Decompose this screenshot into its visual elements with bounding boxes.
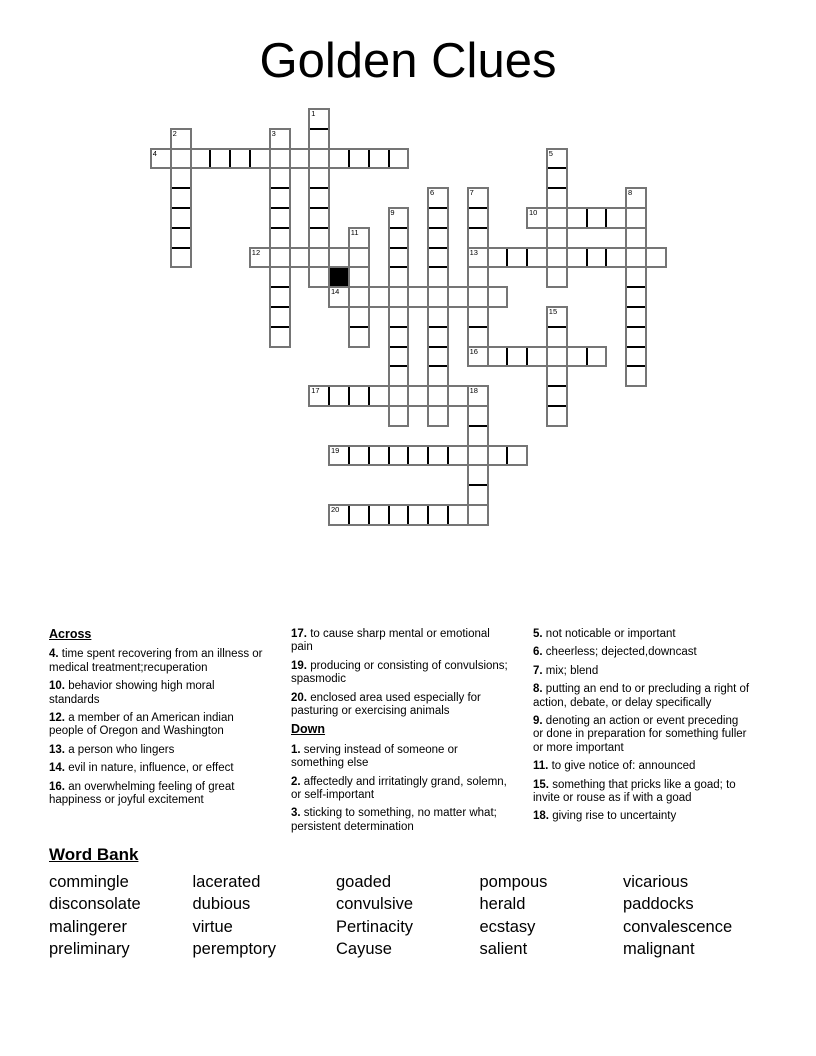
grid-cell	[408, 287, 428, 307]
grid-cell	[468, 327, 488, 347]
grid-cell	[428, 248, 448, 268]
grid-cell	[349, 248, 369, 268]
grid-cell	[567, 248, 587, 268]
clue-number: 15.	[533, 778, 549, 791]
clue-text: not noticable or important	[545, 628, 676, 640]
grid-cell	[389, 149, 409, 169]
clue-number: 1.	[291, 743, 301, 756]
grid-cell	[171, 208, 191, 228]
word-bank-item: peremptory	[192, 940, 276, 959]
grid-cell	[389, 248, 409, 268]
grid-cell	[270, 248, 290, 268]
cell-number: 18	[469, 386, 478, 396]
grid-cell	[270, 208, 290, 228]
grid-cell	[171, 248, 191, 268]
grid-cell	[448, 386, 468, 406]
clue-number: 8.	[533, 683, 543, 696]
grid-cell	[587, 248, 607, 268]
clues-section	[49, 628, 751, 839]
clue-number: 14.	[49, 762, 65, 775]
word-bank-item: preliminary	[49, 940, 130, 959]
grid-cell	[448, 505, 468, 525]
word-bank-item: malingerer	[49, 917, 127, 936]
clue-10	[49, 680, 267, 707]
cell-number: 12	[251, 247, 261, 257]
cell-number: 11	[350, 228, 359, 237]
grid-cell	[547, 188, 567, 208]
grid-cell	[468, 465, 488, 485]
clue-text: a person who lingers	[68, 743, 175, 756]
grid-cell	[408, 386, 428, 406]
grid-cell	[547, 208, 567, 228]
word-bank-item: goaded	[336, 873, 392, 891]
grid-cell	[369, 287, 389, 307]
grid-cell	[290, 248, 310, 268]
grid-cell	[349, 287, 369, 307]
grid-cell	[270, 168, 290, 188]
cell-number: 15	[548, 307, 558, 317]
word-bank-item: disconsolate	[49, 895, 141, 914]
grid-cell	[309, 168, 329, 188]
grid-cell	[606, 248, 626, 268]
word-bank-item: malignant	[623, 940, 695, 959]
grid-cell	[468, 485, 488, 505]
clue-text: an overwhelming feeling of great happiness or joyful excitement	[49, 780, 235, 807]
cell-number: 8	[628, 188, 633, 198]
grid-cell	[309, 129, 329, 149]
grid-cell	[349, 327, 369, 347]
clue-2	[291, 776, 509, 803]
grid-cell	[547, 327, 567, 347]
across-heading: Across	[49, 627, 92, 641]
grid-cell	[488, 347, 508, 367]
grid-cell	[270, 287, 290, 307]
word-bank-item: commingle	[49, 873, 129, 891]
grid-cell	[171, 168, 191, 188]
grid-cell	[547, 168, 567, 188]
clue-number: 12.	[49, 712, 65, 725]
clues-column-3	[533, 628, 751, 839]
cell-number: 7	[469, 188, 474, 198]
word-bank-item: vicarious	[623, 873, 689, 891]
clue-text: serving instead of someone or something else	[291, 743, 458, 770]
grid-cell	[349, 446, 369, 466]
clue-number: 3.	[291, 807, 301, 820]
cell-number: 3	[271, 129, 276, 138]
clue-7	[533, 665, 751, 678]
grid-cell	[389, 287, 409, 307]
grid-cell	[270, 307, 290, 327]
grid-cell	[329, 248, 349, 268]
grid-cell	[309, 267, 329, 287]
clue-8	[533, 683, 751, 710]
grid-cell	[270, 228, 290, 248]
clue-number: 18.	[533, 810, 549, 823]
clue-text: putting an end to or precluding a right of action, debate, or delay specifically	[533, 683, 750, 709]
word-bank-item: herald	[479, 895, 526, 914]
grid-cell	[389, 327, 409, 347]
clue-16	[49, 781, 267, 808]
clue-text: cheerless; dejected,downcast	[545, 646, 697, 659]
grid-cell	[389, 347, 409, 367]
word-bank-grid	[49, 871, 769, 961]
grid-cell	[428, 366, 448, 386]
clue-number: 17.	[291, 628, 307, 640]
cell-number: 10	[529, 208, 538, 218]
grid-cell	[210, 149, 230, 169]
grid-cell	[468, 505, 488, 525]
clue-text: mix; blend	[545, 664, 599, 677]
grid-cell	[626, 228, 646, 248]
grid-cell	[468, 446, 488, 466]
grid-cell	[626, 327, 646, 347]
grid-cell	[428, 267, 448, 287]
grid-cell	[626, 267, 646, 287]
clue-3	[291, 807, 509, 834]
grid-cell	[329, 149, 349, 169]
cell-number: 19	[331, 445, 340, 455]
clue-number: 13.	[49, 743, 65, 756]
grid-cell	[468, 287, 488, 307]
grid-cell	[309, 188, 329, 208]
grid-cell	[488, 446, 508, 466]
clue-number: 11.	[533, 760, 549, 773]
grid-cell	[567, 347, 587, 367]
grid-cell	[369, 505, 389, 525]
grid-cell	[626, 208, 646, 228]
clue-text: something that pricks like a goad; to invite or rouse as if with a goad	[533, 778, 736, 805]
grid-cell	[349, 307, 369, 327]
grid-cell	[606, 208, 626, 228]
clue-4	[49, 648, 267, 675]
grid-cell	[369, 386, 389, 406]
clue-number: 10.	[49, 680, 65, 693]
grid-cell	[389, 505, 409, 525]
grid-cell	[547, 248, 567, 268]
grid-cell	[428, 228, 448, 248]
cell-number: 4	[152, 148, 157, 158]
clue-text: time spent recovering from an illness or medical treatment;recuperation	[49, 648, 263, 674]
grid-cell	[468, 208, 488, 228]
clue-17	[291, 628, 509, 655]
grid-cell	[329, 386, 349, 406]
down-heading: Down	[291, 722, 326, 737]
grid-cell	[567, 208, 587, 228]
clue-text: producing or consisting of convulsions; spasmodic	[291, 659, 508, 686]
clue-18	[533, 810, 751, 823]
grid-cell	[428, 386, 448, 406]
grid-cell	[171, 149, 191, 169]
grid-cell	[428, 505, 448, 525]
grid-cell	[428, 307, 448, 327]
grid-cell	[389, 406, 409, 426]
clue-number: 20.	[291, 691, 307, 704]
grid-cell	[587, 347, 607, 367]
grid-cell	[270, 267, 290, 287]
grid-cell	[626, 366, 646, 386]
grid-cell	[389, 386, 409, 406]
clue-19	[291, 660, 509, 687]
grid-cell	[468, 307, 488, 327]
word-bank-heading: Word Bank	[49, 845, 139, 864]
grid-cell	[389, 228, 409, 248]
grid-cell	[270, 327, 290, 347]
clue-text: evil in nature, influence, or effect	[68, 762, 234, 775]
grid-cell	[468, 426, 488, 446]
grid-cell	[369, 149, 389, 169]
clues-column-1	[49, 628, 267, 839]
cell-number: 17	[311, 386, 320, 396]
cell-number: 20	[331, 505, 340, 515]
clues-column-2	[291, 628, 509, 839]
clue-number: 4.	[49, 648, 59, 661]
clue-number: 7.	[533, 664, 543, 677]
clue-13	[49, 744, 267, 757]
word-bank-item: ecstasy	[479, 917, 536, 936]
clue-number: 5.	[533, 628, 543, 640]
clue-15	[533, 779, 751, 806]
grid-cell	[270, 149, 290, 169]
cell-number: 6	[430, 188, 435, 198]
clue-5	[533, 628, 751, 641]
grid-cell	[507, 347, 527, 367]
grid-cell	[428, 208, 448, 228]
grid-cell	[309, 248, 329, 268]
clue-text: to cause sharp mental or emotional pain	[291, 628, 490, 654]
grid-cell	[349, 386, 369, 406]
cell-number: 2	[172, 129, 177, 138]
grid-cell	[587, 208, 607, 228]
clue-text: to give notice of: announced	[551, 760, 696, 773]
clue-11	[533, 760, 751, 773]
grid-cell	[507, 248, 527, 268]
grid-cell	[349, 267, 369, 287]
cell-number: 1	[311, 109, 316, 119]
grid-cell	[290, 149, 310, 169]
grid-cell	[547, 386, 567, 406]
clue-1	[291, 744, 509, 771]
word-bank-item: paddocks	[623, 895, 694, 914]
grid-cell	[547, 228, 567, 248]
grid-cell	[389, 446, 409, 466]
grid-cell	[527, 347, 547, 367]
word-bank-item: convulsive	[336, 895, 414, 914]
grid-cell	[488, 287, 508, 307]
word-bank-item: salient	[479, 940, 528, 959]
grid-cell	[309, 149, 329, 169]
clue-12	[49, 712, 267, 739]
clue-6	[533, 646, 751, 659]
clue-number: 19.	[291, 659, 307, 672]
grid-cell	[408, 446, 428, 466]
grid-cell	[349, 149, 369, 169]
cell-number: 13	[469, 247, 478, 257]
grid-cell	[369, 446, 389, 466]
clue-text: sticking to something, no matter what; persistent determination	[291, 807, 497, 833]
clue-text: enclosed area used especially for pasturing or exercising animals	[291, 691, 481, 718]
grid-cell	[448, 446, 468, 466]
grid-cell	[547, 366, 567, 386]
grid-cell	[468, 228, 488, 248]
crossword-grid	[151, 109, 667, 525]
clue-20	[291, 692, 509, 719]
grid-cell	[626, 287, 646, 307]
word-bank-item: convalescence	[623, 917, 733, 936]
clue-9	[533, 715, 751, 755]
clue-text: affectedly and irritatingly grand, solemn, or self-important	[291, 775, 507, 802]
grid-cell	[646, 248, 666, 268]
clue-text: a member of an American indian people of Oregon and Washington	[49, 712, 234, 738]
clue-number: 6.	[533, 646, 543, 659]
grid-cell	[309, 228, 329, 248]
grid-cell	[488, 248, 508, 268]
grid-cell	[428, 327, 448, 347]
clue-text: giving rise to uncertainty	[552, 810, 677, 823]
page-title: Golden Clues	[259, 34, 557, 88]
clue-number: 16.	[49, 780, 65, 793]
clue-text: behavior showing high moral standards	[49, 680, 215, 706]
grid-cell	[230, 149, 250, 169]
clue-number: 2.	[291, 775, 301, 788]
grid-cell	[389, 267, 409, 287]
grid-cell	[626, 347, 646, 367]
cell-number: 5	[548, 148, 553, 158]
grid-cell	[428, 406, 448, 426]
clue-14	[49, 762, 267, 775]
grid-cell	[468, 267, 488, 287]
grid-cell	[171, 228, 191, 248]
grid-cell	[507, 446, 527, 466]
cell-number: 9	[390, 208, 395, 218]
word-bank-item: Cayuse	[336, 940, 392, 959]
cell-number: 16	[469, 346, 478, 356]
grid-cell	[626, 248, 646, 268]
grid-cell	[547, 347, 567, 367]
grid-cell	[448, 287, 468, 307]
grid-cell	[349, 505, 369, 525]
grid-cell	[547, 267, 567, 287]
clue-text: denoting an action or event preceding or done in preparation for something fuller or more important	[533, 715, 747, 754]
grid-cell	[428, 287, 448, 307]
word-bank-item: virtue	[192, 917, 233, 936]
grid-cell-black	[329, 267, 349, 287]
clue-number: 9.	[533, 715, 543, 728]
cell-number: 14	[331, 287, 340, 297]
grid-cell	[527, 248, 547, 268]
grid-cell	[428, 446, 448, 466]
grid-cell	[171, 188, 191, 208]
word-bank-item: dubious	[192, 895, 251, 914]
word-bank-item: pompous	[479, 873, 548, 891]
word-bank-item: lacerated	[192, 873, 261, 891]
grid-cell	[547, 406, 567, 426]
grid-cell	[389, 366, 409, 386]
grid-cell	[270, 188, 290, 208]
grid-cell	[250, 149, 270, 169]
word-bank-item: Pertinacity	[336, 917, 414, 936]
word-bank-section	[49, 845, 769, 961]
grid-cell	[191, 149, 211, 169]
grid-cell	[468, 406, 488, 426]
grid-cell	[389, 307, 409, 327]
grid-cell	[428, 347, 448, 367]
grid-cell	[408, 505, 428, 525]
grid-cell	[309, 208, 329, 228]
grid-cell	[626, 307, 646, 327]
